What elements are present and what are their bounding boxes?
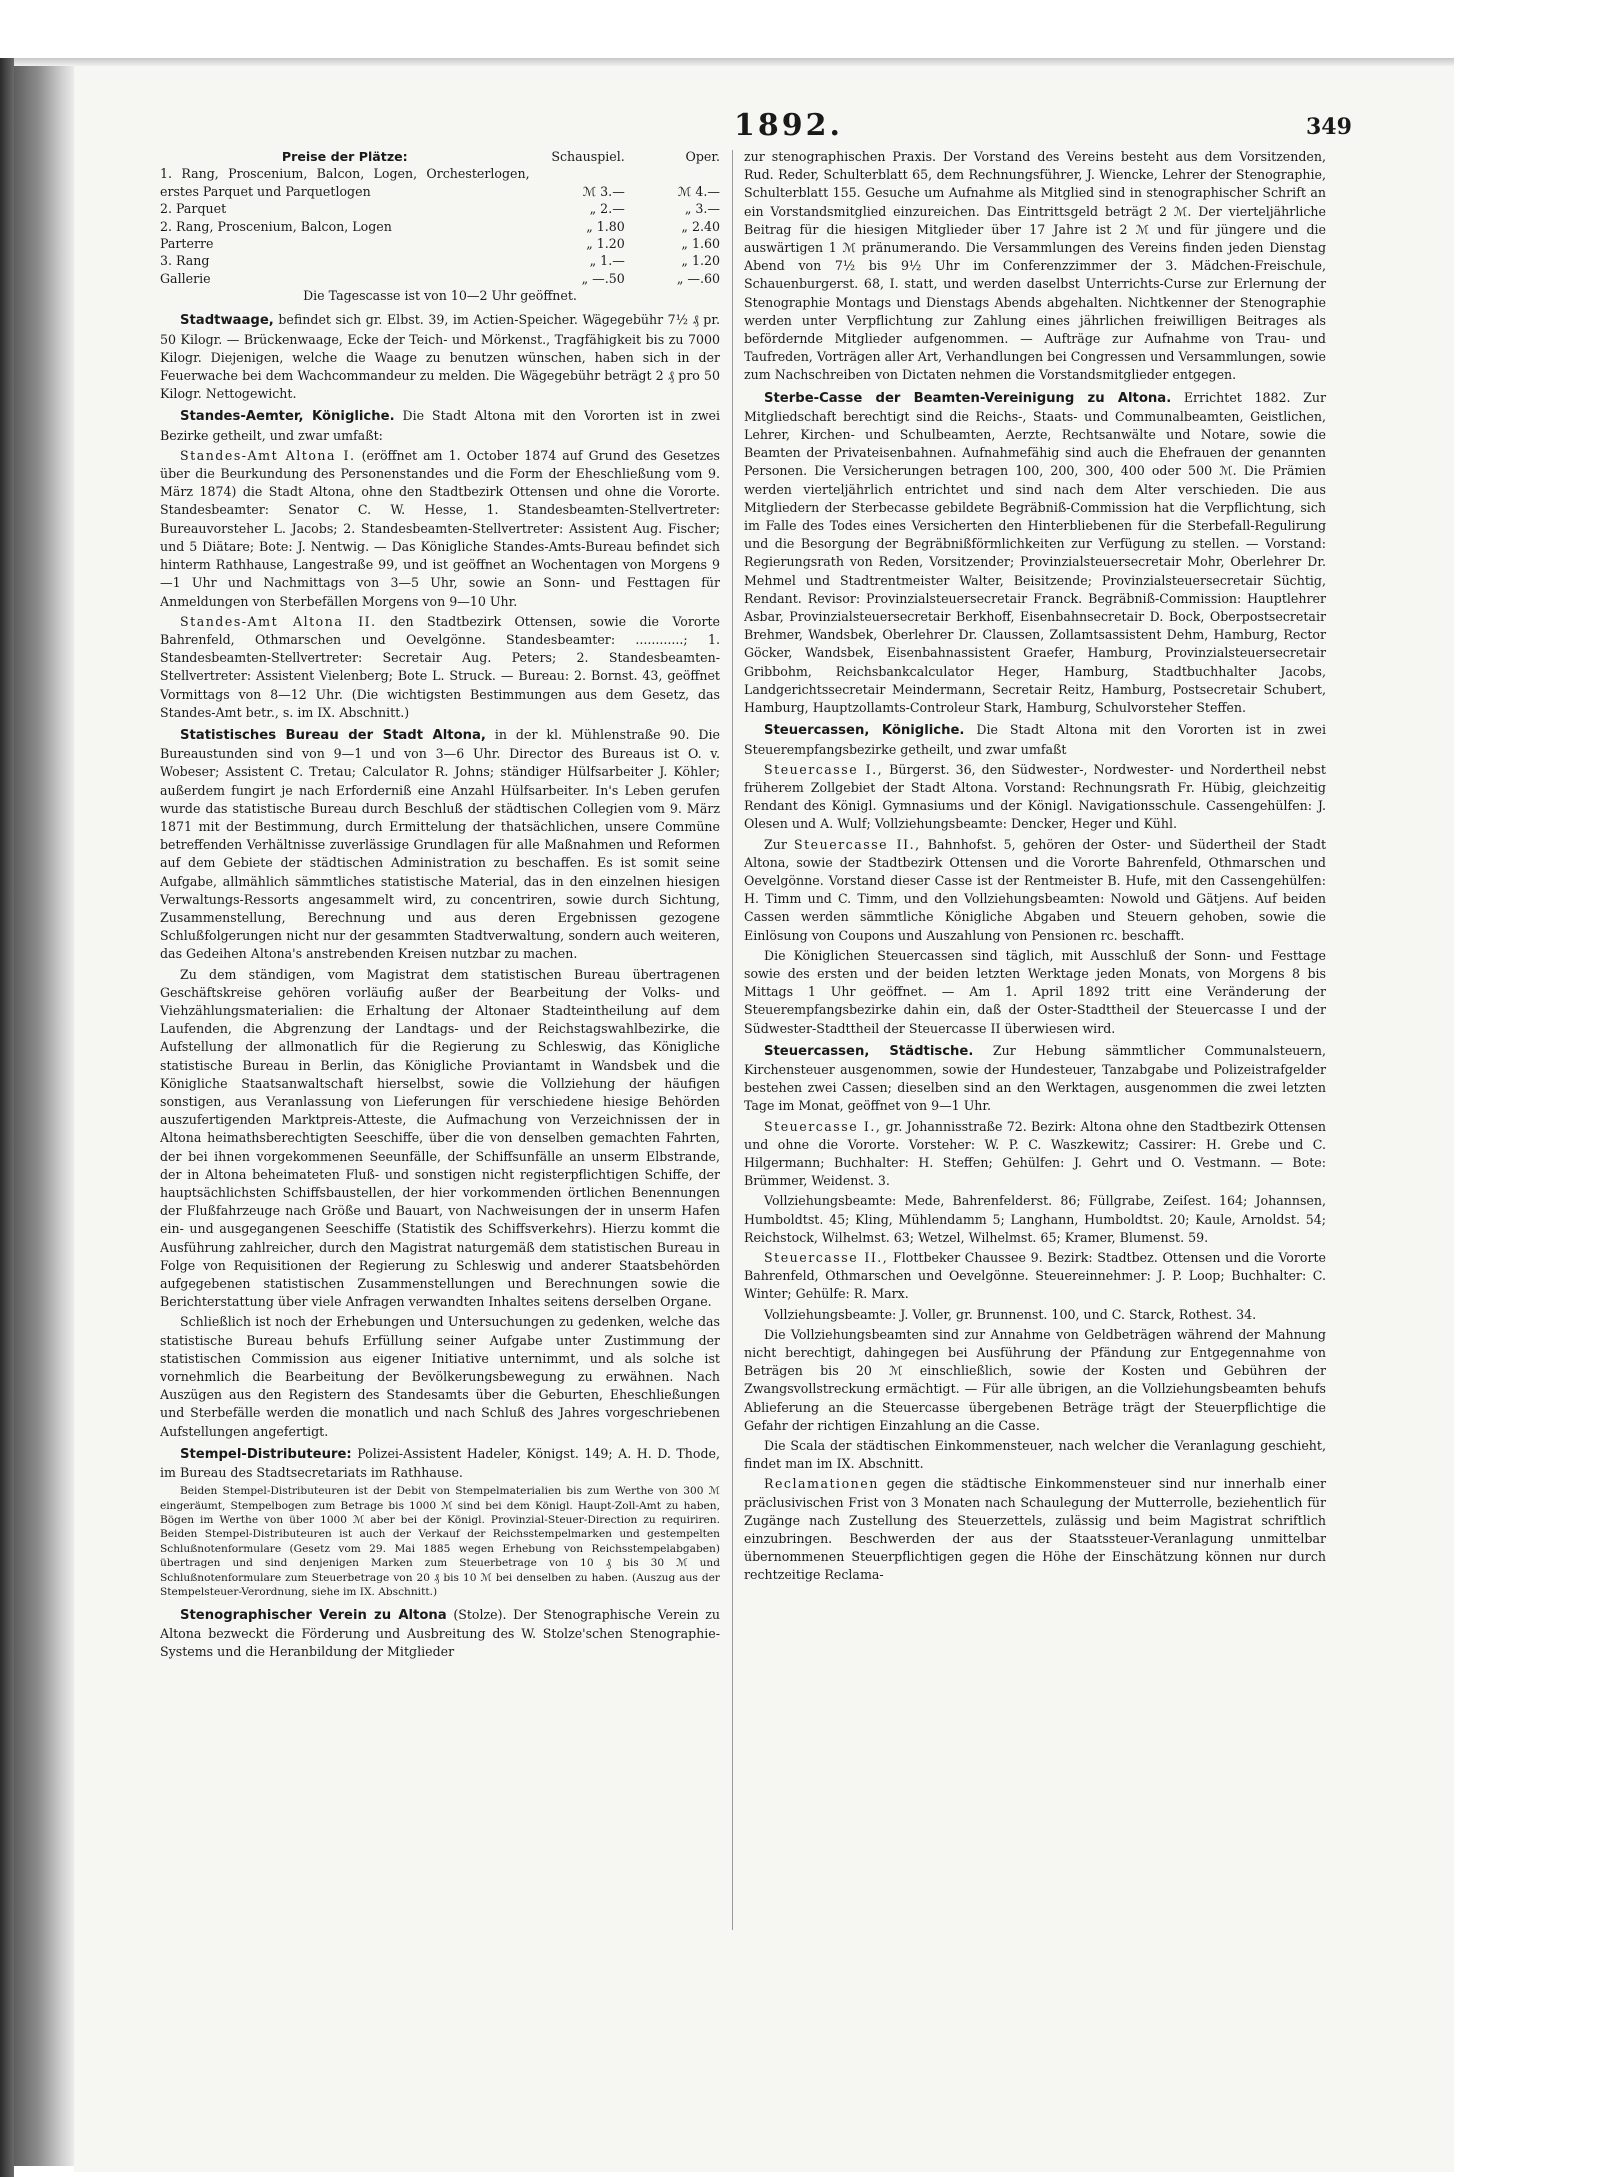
right-column [744, 148, 1326, 1587]
entry-title: Stenographischer Verein zu Altona [180, 1607, 447, 1623]
price-row [160, 200, 720, 217]
reclamationen-label: Reclamationen [764, 1476, 879, 1492]
entry-text: Die Stadt Altona mit den Vororten ist in zwei Bezirke getheilt, und zwar umfaßt: [160, 408, 720, 443]
book-spine-shadow [14, 66, 74, 2166]
standesamt-1-text: (eröffnet am 1. October 1874 auf Grund des Gesetzes über die Beurkundung des Personenstandes und die Form der Eheschließung vom 9. März 1874) die Stadt Altona, ohne den Stadtbezirk Ottensen und ohne die Vororte. Standesbeamter: Senator C. W. Hesse, 1. Standesbeamten-Stellvertreter: Bureauvorsteher L. Jacobs; 2. Standesbeamten-Stellvertreter: Assistent Aug. Fischer; und 5 Diätare; Bote: J. Nentwig. — Das Königliche Standes-Amts-Bureau befindet sich hinterm Rathhause, Langestraße 99, und ist geöffnet an Wochentagen von Morgens 9—1 Uhr und Nachmittags von 3—5 Uhr, sowie an Sonn- und Festtagen für Anmeldungen von Sterbefällen Morgens von 9—10 Uhr. [160, 447, 720, 609]
reclamationen-text: gegen die städtische Einkommensteuer sind nur innerhalb einer präclusivischen Frist von 3 Monaten nach Schaulegung der Mutterrolle, beziehentlich für Zugänge nach Zustellung des Steuerzettels, zulässig und beim Magistrat schriftlich einzubringen. Beschwerden der aus der Staatssteuer-Veranlagung unmittelbar übernommenen Steuerpflichtigen gegen die Höhe der Einschätzung können nur durch rechtzeitige Reclama- [744, 1476, 1326, 1583]
steuercasse-2-prefix: Zur [764, 836, 787, 852]
price-note: Die Tagescasse ist von 10—2 Uhr geöffnet. [303, 288, 577, 304]
standesamt-2-label: Standes-Amt Altona II. [180, 613, 377, 629]
staedtische-casse-2-text: Flottbeker Chaussee 9. Bezirk: Stadtbez. Ottensen und die Vororte Bahrenfeld, Othmarschen und Oevelgönne. Steuereinnehmer: J. P. Loop; Buchhalter: C. Winter; Gehülfe: R. Marx. [744, 1249, 1326, 1302]
steuercasse-1 [744, 761, 1326, 834]
left-column [160, 148, 720, 1663]
price-table [160, 148, 720, 287]
steuercasse-2-label: Steuercasse II., [793, 836, 921, 852]
price-schauspiel: „ —.50 [581, 270, 625, 286]
entry-title: Sterbe-Casse der Beamten-Vereinigung zu Altona. [764, 390, 1172, 406]
reclamationen [744, 1475, 1326, 1584]
entry-text: Zur Hebung sämmtlicher Communalsteuern, Kirchensteuer ausgenommen, sowie der Hundesteuer, Tanzabgabe und Polizeistrafgelder bestehen zwei Cassen; dieselben sind an den Werktagen, ausgenommen die zwei letzten Tage im Monat, geöffnet von 9—1 Uhr. [744, 1042, 1326, 1114]
staedtische-casse-1-voll: Vollziehungsbeamte: Mede, Bahrenfelderst. 86; Füllgrabe, Zeiſest. 164; Johannsen, Humboldtst. 45; Kling, Mühlendamm 5; Langhann, Humboldtst. 20; Kaule, Arnoldst. 54; Reichstock, Wilhelmst. 63; Wetzel, Wilhelmst. 65; Kramer, Blumenst. 59. [744, 1193, 1326, 1245]
price-row [160, 165, 720, 200]
entry-text: befindet sich gr. Elbst. 39, im Actien-Speicher. Wägegebühr 7½ ₰ pr. 50 Kilogr. — Brückenwaage, Ecke der Teich- und Mörkenst., Tragfähigkeit bis zu 7000 Kilogr. Diejenigen, welche die Waage zu benutzen wünschen, haben sich in der Feuerwache bei dem Wachcommandeur zu melden. Die Wägegebühr beträgt 2 ₰ pro 50 Kilogr. Nettogewicht. [160, 312, 720, 402]
entry-steuercassen-koenigliche [744, 721, 1326, 758]
entry-title: Statistisches Bureau der Stadt Altona, [180, 727, 486, 743]
price-oper: „ —.60 [676, 270, 720, 286]
steno-continued: zur stenographischen Praxis. Der Vorstand des Vereins besteht aus dem Vorsitzenden, Rud. Reder, Schulterblatt 65, dem Rechnungsführer, J. Wiencke, Lehrer der Stenographie, Schulterblatt 155. Gesuche um Aufnahme als Mitglied sind in stenographischer Schrift an ein Vorstandsmitglied einzureichen. Das Eintrittsgeld beträgt 2 ℳ. Der vierteljährliche Beitrag für die hiesigen Mitglieder über 17 Jahre ist 2 ℳ und für jüngere und die auswärtigen 1 ℳ pränumerando. Die Versammlungen des Vereins finden jeden Dienstag Abend von 7½ bis 9½ Uhr im Conferenzzimmer der 3. Mädchen-Freischule, Schauenburgerst. 68, I. statt, und werden daselbst Unterrichts-Curse zur Erlernung der Stenographie Montags und Dienstags Abends abgehalten. Nichtkenner der Stenographie werden unter Verpflichtung zur Zahlung eines jährlichen freiwilligen Beitrages als befördernde Mitglieder aufgenommen. — Aufträge zur Aufnahme von Trau- und Taufreden, Vorträgen aller Art, Verhandlungen bei Congressen und Versammlungen, sowie zum Nachschreiben von Dictaten nehmen die Vorstandsmitglieder entgegen. [744, 149, 1326, 383]
steuercasse-1-label: Steuercasse I., [764, 761, 884, 777]
price-table-header [160, 148, 720, 165]
staedtische-casse-1 [744, 1118, 1326, 1191]
staedtische-casse-1-label: Steuercasse I., [764, 1118, 882, 1134]
price-row-label: 1. Rang, Proscenium, Balcon, Logen, Orchesterlogen, erstes Parquet und Parquetlogen [160, 166, 530, 199]
vollziehung-note: Die Vollziehungsbeamten sind zur Annahme von Geldbeträgen während der Mahnung nicht berechtigt, dahingegen bei Ausführung der Pfändung zur Entgegennahme von Beträgen bis 20 ℳ einschließlich, sowie der Kosten und Gebühren der Zwangsvollstreckung ermächtigt. — Für alle übrigen, an die Vollziehungsbeamten behufs Ablieferung an die Steuercasse übergebenen Beträge trägt der Steuerpflichtige die Gefahr der richtigen Einzahlung an die Casse. [744, 1326, 1326, 1433]
price-schauspiel: ℳ 3.— [582, 183, 625, 199]
statistisches-paragraph: Zu dem ständigen, vom Magistrat dem statistischen Bureau übertragenen Geschäftskreise gehören vorläufig außer der Bearbeitung der Volks- und Viehzählungsmaterialien: die Erhaltung der Altonaer Stadteintheilung auf dem Laufenden, die Abgrenzung der Landtags- und der Reichstagswahlbezirke, die Aufstellung der allmonatlich für die Regierung zu Schleswig, das Königliche statistische Bureau in Berlin, das Königliche Proviantamt in Wandsbek und die Königliche Staatsanwaltschaft hierselbst, sowie die Vollziehung der häufigen sonstigen, aus Veranlassung von Lieferungen für verschiedene hiesige Behörden auszufertigenden Marktpreis-Atteste, die Aufmachung von Verzeichnissen der in Altona heimathsberechtigten Seeschiffe, über die von denselben gemachten Fahrten, der bei ihnen vorgekommenen Seeunfälle, der Schiffsunfälle an unserm Elbstrande, der in Altona beheimateten Fluß- und sonstigen nicht registerpflichtigen Schiffe, der hauptsächlichsten Schiffsbaustellen, der hier vorkommenden örtlichen Benennungen der Flußfahrzeuge nach Größe und Bauart, von Nachweisungen der in unserm Hafen ein- und ausgegangenen Seeschiffe (Statistik des Schiffsverkehrs). Hierzu kommt die Ausführung zahlreicher, durch den Magistrat naturgemäß dem statistischen Bureau in Folge von Requisitionen der Regierung zu Schleswig und anderer Staatsbehörden aufgegebenen statistischen Zusammenstellungen und Berechnungen sowie die Berichterstattung über viele Anfragen verwandten Inhaltes seitens derselben Organe. [160, 966, 720, 1310]
steuercassen-hours: Die Königlichen Steuercassen sind täglich, mit Ausschluß der Sonn- und Festtage sowie des ersten und der beiden letzten Werktage jeden Monats, von Morgens 8 bis Mittags 1 Uhr geöffnet. — Am 1. April 1892 tritt eine Veränderung der Steuerempfangsbezirke dahin ein, daß der Oster-Stadttheil der Steuercasse I und der Südwester-Stadttheil der Steuercasse II überwiesen wird. [744, 947, 1326, 1036]
price-oper: „ 1.60 [681, 236, 720, 252]
col-oper: Oper. [685, 149, 720, 164]
entry-statistisches-bureau [160, 726, 720, 964]
steuercasse-2 [744, 836, 1326, 945]
entry-title: Steuercassen, Königliche. [764, 723, 965, 739]
price-row [160, 270, 720, 287]
price-row-label: Gallerie [160, 270, 211, 286]
price-heading: Preise der Plätze: [281, 149, 408, 164]
price-row-label: 2. Rang, Proscenium, Balcon, Logen [160, 218, 392, 234]
entry-text: Errichtet 1882. Zur Mitgliedschaft berechtigt sind die Reichs-, Staats- und Communalbeamten, Geistlichen, Lehrer, Kirchen- und Schulbeamten, Aerzte, Rechtsanwälte und Notare, sowie die Beamten der Privateisenbahnen. Aufnahmefähig sind auch die Ehefrauen der genannten Personen. Die Versicherungen betragen 100, 200, 300, 400 oder 500 ℳ. Die Prämien werden vierteljährlich entrichtet und sind nach dem Alter verschieden. Die aus Mitgliedern der Sterbecasse gebildete Begräbniß-Commission hat die Verpflichtung, sich im Falle des Todes eines Versicherten den Hinterbliebenen für die Sterbefall-Regulirung und die Besorgung der Begräbnißförmlichkeiten zur Verfügung zu stellen. — Vorstand: Regierungsrath von Reden, Vorsitzender; Provinzialsteuersecretair Mohr, Oberlehrer Dr. Mehmel und Stadtrentmeister Walter, Beisitzende; Provinzialsteuersecretair Süchtig, Rendant. Revisor: Provinzialsteuersecretair Franck. Begräbniß-Commission: Hauptlehrer Asbar, Provinzialsteuersecretair Berkhoff, Eisenbahnsecretair D. Bock, Oberpostsecretair Brehmer, Wandsbek, Oberlehrer Dr. Claussen, Zollamtsassistent Dehm, Hamburg, Rector Göcker, Wandsbek, Eisenbahnassistent Graefer, Hamburg, Provinzialsteuersecretair Gribbohm, Reichsbankcalculator Heger, Hamburg, Stadtbuchhalter Jacobs, Landgerichtssecretair Meindermann, Secretair Reitz, Hamburg, Postsecretair Schubert, Hamburg, Hauptzollamts-Controleur Stark, Hamburg, Schulvorsteher Steffen. [744, 389, 1326, 716]
staedtische-casse-2 [744, 1249, 1326, 1304]
entry-title: Steuercassen, Städtische. [764, 1043, 974, 1059]
standesamt-1-label: Standes-Amt Altona I. [180, 447, 356, 463]
price-oper: „ 3.— [684, 201, 720, 217]
standesamt-2 [160, 613, 720, 722]
staedtische-casse-2-label: Steuercasse II., [764, 1249, 889, 1265]
entry-text: (Stolze). Der Stenographische Verein zu Altona bezweckt die Förderung und Ausbreitung des W. Stolze'schen Stenographie-Systems und die Heranbildung der Mitglieder [160, 1606, 720, 1659]
entry-standesaemter [160, 407, 720, 444]
entry-steuercassen-staedtische [744, 1042, 1326, 1116]
entry-sterbe-casse [744, 389, 1326, 718]
entry-title: Stadtwaage, [180, 313, 274, 329]
scala-note: Die Scala der städtischen Einkommensteuer, nach welcher die Veranlagung geschieht, findet man im IX. Abschnitt. [744, 1438, 1326, 1472]
price-row [160, 235, 720, 252]
price-row-label: Parterre [160, 236, 214, 252]
steuercasse-1-text: Bürgerst. 36, den Südwester-, Nordwester- und Nordertheil nebst früherem Zollgebiet der Stadt Altona. Vorstand: Rechnungsrath Fr. Hübig, gleichzeitig Rendant des Königl. Gymnasiums und der Königl. Navigationsschule. Cassengehülfen: J. Olesen und A. Wulf; Vollziehungsbeamte: Dencker, Heger und Kühl. [744, 761, 1326, 832]
standesamt-1 [160, 447, 720, 611]
staedtische-casse-2-voll: Vollziehungsbeamte: J. Voller, gr. Brunnenst. 100, und C. Starck, Rothest. 34. [764, 1306, 1257, 1322]
page-year: 1892. [734, 108, 843, 143]
price-row [160, 252, 720, 269]
price-oper: „ 2.40 [681, 218, 720, 234]
col-schauspiel: Schauspiel. [551, 149, 625, 164]
price-schauspiel: „ 1.20 [586, 236, 625, 252]
price-oper: „ 1.20 [681, 253, 720, 269]
staedtische-casse-1-text: gr. Johannisstraße 72. Bezirk: Altona ohne den Stadtbezirk Ottensen und ohne die Vororte. Vorsteher: W. P. C. Waszkewitz; Cassirer: H. Grebe und C. Hilgermann; Buchhalter: H. Steffen; Gehülfen: J. Gehrt und O. Vestmann. — Bote: Brümmer, Weidenst. 3. [744, 1118, 1326, 1189]
price-schauspiel: „ 1.80 [586, 218, 625, 234]
price-row [160, 218, 720, 235]
entry-text: Polizei-Assistent Hadeler, Königst. 149; A. H. D. Thode, im Bureau des Stadtsecretariats im Rathhause. [160, 1445, 720, 1481]
entry-text: in der kl. Mühlenstraße 90. Die Bureaustunden sind von 9—1 und von 3—6 Uhr. Director des Bureaus ist O. v. Wobeser; Assistent C. Tretau; Calculator R. Johns; ständiger Hülfsarbeiter J. Köhler; außerdem fungirt je nach Erforderniß eine Anzahl Hülfsarbeiter. In's Leben gerufen wurde das statistische Bureau durch Beschluß der städtischen Collegien vom 9. März 1871 mit der Bestimmung, durch Ermittelung der thatsächlichen, unsere Commüne betreffenden Verhältnisse zuverlässige Grundlagen für alle Maßnahmen und Reformen auf dem Gebiete der städtischen Administration zu beschaffen. Es ist somit seine Aufgabe, allmählich sämmtliches statistische Material, das in den einzelnen hiesigen Verwaltungs-Ressorts angesammelt wird, zu concentriren, sowie durch Sichtung, Zusammenstellung, Berechnung und aus deren Ergebnissen gezogene Schlußfolgerungen nicht nur der gesammten Stadtverwaltung, sondern auch weiteren, das Gedeihen Altona's anstrebenden Kreisen nutzbar zu machen. [160, 726, 720, 962]
entry-text: Die Stadt Altona mit den Vororten ist in zwei Steuerempfangsbezirke getheilt, und zwar umfaßt [744, 722, 1326, 757]
price-schauspiel: „ 1.— [589, 253, 625, 269]
entry-stadtwaage [160, 311, 720, 403]
entry-stempel [160, 1445, 720, 1482]
price-row-label: 3. Rang [160, 253, 210, 269]
stempel-small-print: Beiden Stempel-Distributeuren ist der Debit von Stempelmaterialien bis zum Werthe von 300 ℳ eingeräumt, Stempelbogen zum Betrage bis 1000 ℳ sind bei dem Königl. Haupt-Zoll-Amt zu haben, Bögen im Werthe von über 1000 ℳ aber bei der Königl. Provinzial-Steuer-Direction zu requiriren. Beiden Stempel-Distributeuren ist auch der Verkauf der Reichsstempelmarken und gestempelten Schlußnotenformulare (Gesetz vom 29. Mai 1885 wegen Erhebung von Reichsstempelabgaben) übertragen und sind denjenigen Marken zum Steuerbetrage von 10 ₰ bis 30 ℳ und Schlußnotenformulare zum Steuerbetrage von 20 ₰ bis 10 ℳ bei denselben zu haben. (Auszug aus der Stempelsteuer-Verordnung, siehe im IX. Abschnitt.) [160, 1485, 720, 1599]
scan-border-left [0, 58, 14, 2177]
steuercasse-2-text: Bahnhofst. 5, gehören der Oster- und Südertheil der Stadt Altona, sowie der Stadtbezirk Ottensen und die Vororte Bahrenfeld, Othmarschen und Oevelgönne. Vorstand dieser Casse ist der Rentmeister B. Hufe, mit den Cassengehülfen: H. Timm und C. Timm, und den Vollziehungsbeamten: Nowold und Gätjens. Auf beiden Cassen werden sämmtliche Königliche Abgaben und Steuern gehoben, sowie die Einlösung von Coupons und Auszahlung von Pensionen rc. beschafft. [744, 836, 1327, 943]
entry-title: Standes-Aemter, Königliche. [180, 409, 395, 425]
standesamt-2-text: den Stadtbezirk Ottensen, sowie die Vororte Bahrenfeld, Othmarschen und Oevelgönne. Standesbeamter: ............; 1. Standesbeamten-Stellvertreter: Secretair Aug. Peters; 2. Standesbeamten-Stellvertreter: Assistent Vielenberg; Bote L. Struck. — Bureau: 2. Bornst. 43, geöffnet Vormittags von 8—12 Uhr. (Die wichtigsten Bestimmungen aus dem Gesetz, das Standes-Amt betr., s. im IX. Abschnitt.) [160, 613, 720, 720]
entry-title: Stempel-Distributeure: [180, 1446, 352, 1462]
scan-border-top [14, 58, 1454, 66]
statistisches-paragraph: Schließlich ist noch der Erhebungen und Untersuchungen zu gedenken, welche das statistische Bureau behufs Erfüllung seiner Aufgabe unter Zustimmung der statistischen Commission aus eigener Initiative unternimmt, und als solche ist vornehmlich die Bearbeitung der Bevölkerungsbewegung zu erwähnen. Nach Auszügen aus den Registern des Standesamts über die Geburten, Eheschließungen und Sterbefälle werden die monatlich und nach Schluß des Jahres vorgeschriebenen Aufstellungen angefertigt. [160, 1314, 720, 1439]
price-oper: ℳ 4.— [677, 183, 720, 199]
price-schauspiel: „ 2.— [589, 201, 625, 217]
page-number: 349 [1306, 114, 1352, 140]
page-header [74, 108, 1454, 152]
price-row-label: 2. Parquet [160, 201, 227, 217]
column-divider [732, 150, 733, 1930]
entry-stenographischer-verein [160, 1606, 720, 1662]
